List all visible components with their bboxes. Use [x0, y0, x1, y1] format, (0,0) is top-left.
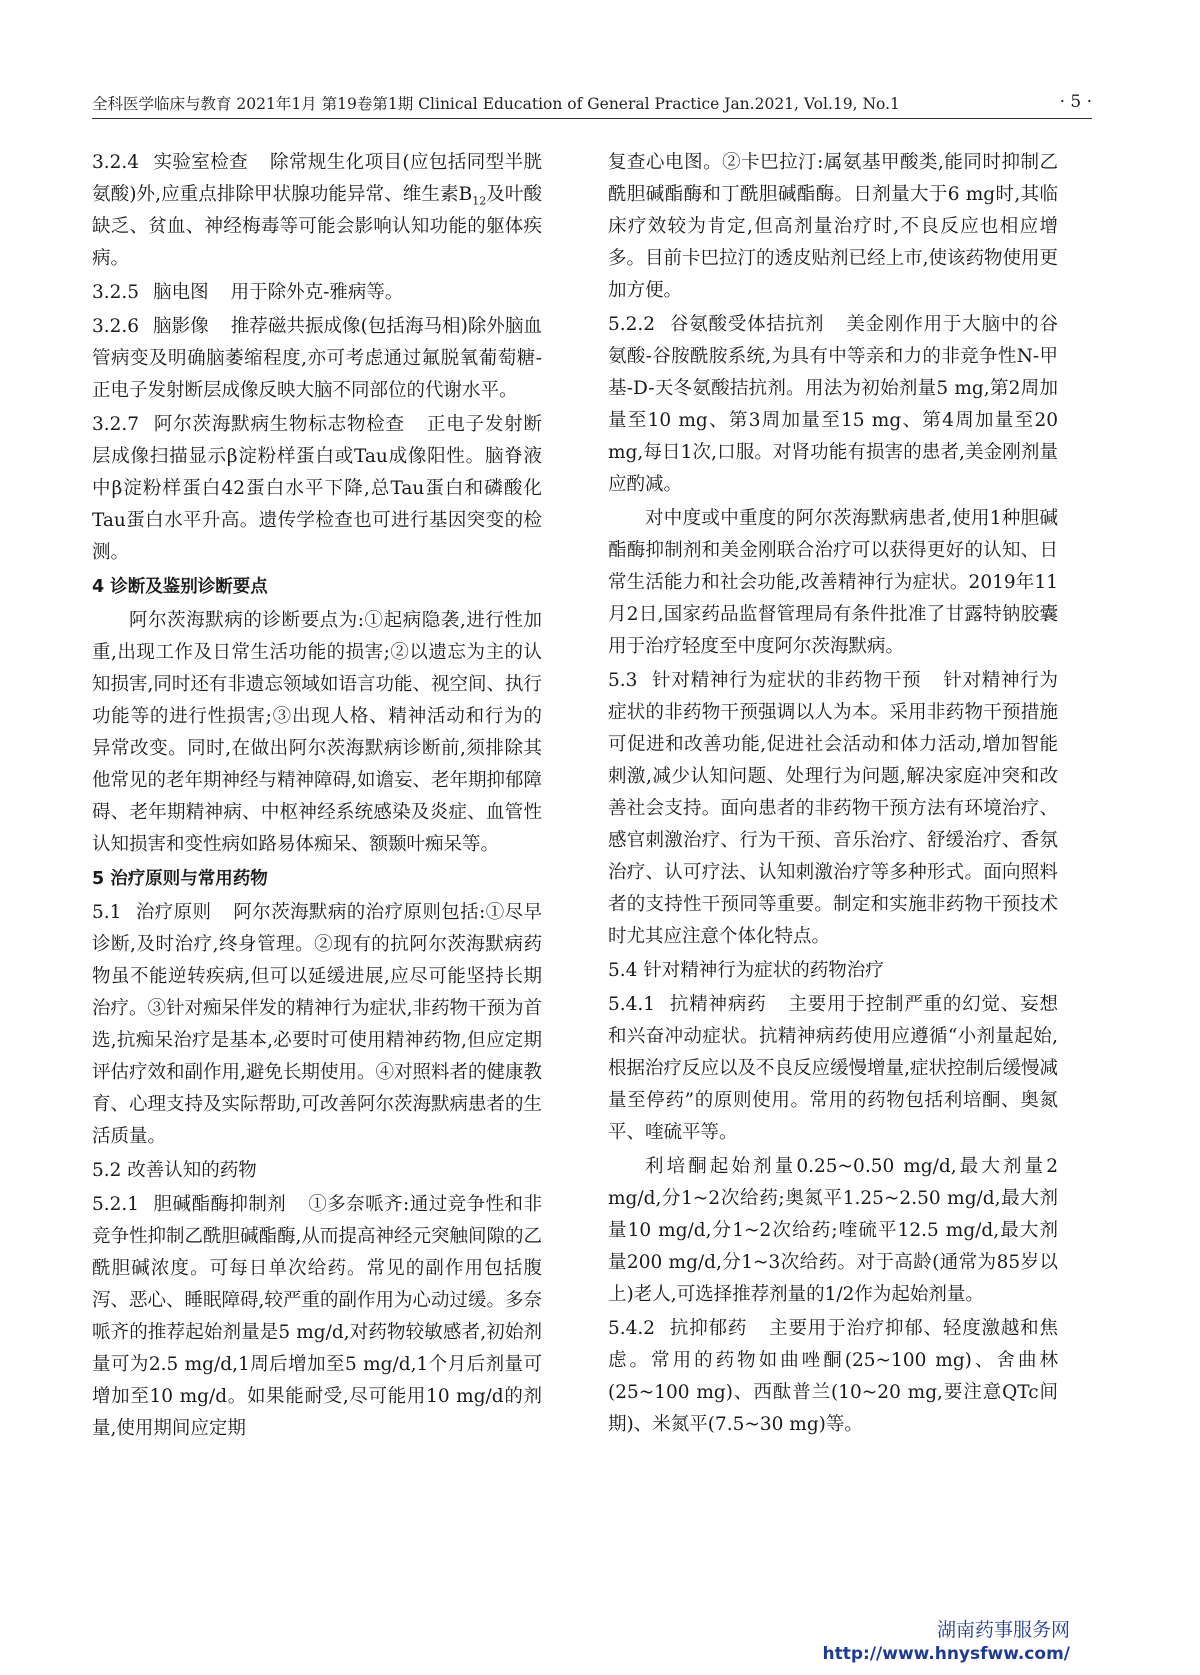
- section-title: 抗精神病药: [669, 994, 767, 1015]
- section-title: 实验室检查: [153, 152, 249, 173]
- section-heading-5: 5 治疗原则与常用药物: [92, 869, 268, 889]
- section-number: 5.2.2: [608, 314, 656, 335]
- para-3-2-5: 3.2.5 脑电图 用于除外克-雅病等。: [92, 282, 404, 303]
- section-title: 脑电图: [153, 282, 209, 303]
- right-column: [608, 147, 1058, 1443]
- para-5-4-heading: 5.4 针对精神行为症状的药物治疗: [608, 960, 884, 981]
- section-number: 5.3: [608, 670, 638, 691]
- section-number: 5.2.1: [92, 1194, 140, 1215]
- journal-info: 全科医学临床与教育 2021年1月 第19卷第1期 Clinical Education of General Practice Jan.2021, Vol.19, No.1: [92, 95, 900, 113]
- header-rule: [92, 118, 1092, 119]
- section-title: 胆碱酯酶抑制剂: [153, 1194, 287, 1215]
- section-title: 阿尔茨海默病生物标志物检查: [153, 414, 405, 435]
- para-5-2-2: 5.2.2 谷氨酸受体拮抗剂 美金刚作用于大脑中的谷氨酸-谷胺酰胺系统,为具有中等亲和力的非竞争性N-甲基-D-天冬氨酸拮抗剂。用法为初始剂量5 mg,第2周加量至10 mg、第3周加量至15 mg、第4周加量至20 mg,每日1次,口服。对肾功能有损害的患者,美金刚剂量应酌减。: [608, 314, 1058, 495]
- section-number: 3.2.4: [92, 152, 140, 173]
- para-dosage: 利培酮起始剂量0.25~0.50 mg/d,最大剂量2 mg/d,分1~2次给药;奥氮平1.25~2.50 mg/d,最大剂量10 mg/d,分1~2次给药;喹硫平12.5 mg/d,最大剂量200 mg/d,分1~3次给药。对于高龄(通常为85岁以上)老人,可选择推荐剂量的1/2作为起始剂量。: [608, 1156, 1058, 1305]
- section-number: 3.2.7: [92, 414, 140, 435]
- watermark-footer: [780, 1615, 1070, 1664]
- para-5-3: 5.3 针对精神行为症状的非药物干预 针对精神行为症状的非药物干预强调以人为本。采用非药物干预措施可促进和改善功能,促进社会活动和体力活动,增加智能刺激,减少认知问题、处理行为问题,解决家庭冲突和改善社会支持。面向患者的非药物干预方法有环境治疗、感官刺激治疗、行为干预、音乐治疗、舒缓治疗、香氛治疗、认可疗法、认知刺激治疗等多种形式。面向照料者的支持性干预同等重要。制定和实施非药物干预技术时尤其应注意个体化特点。: [608, 670, 1058, 947]
- section-number: 5.4.2: [608, 1318, 656, 1339]
- section-title: 脑影像: [153, 316, 209, 337]
- section-number: 3.2.5: [92, 282, 140, 303]
- para-3-2-4: 3.2.4 实验室检查 除常规生化项目(应包括同型半胱氨酸)外,应重点排除甲状腺功能异常、维生素$B_{12}$及叶酸缺乏、贫血、神经梅毒等可能会影响认知功能的躯体疾病。: [92, 152, 542, 269]
- para-3-2-7: 3.2.7 阿尔茨海默病生物标志物检查 正电子发射断层成像扫描显示β淀粉样蛋白或Tau成像阳性。脑脊液中β淀粉样蛋白42蛋白水平下降,总Tau蛋白和磷酸化Tau蛋白水平升高。遗传学检查也可进行基因突变的检测。: [92, 414, 542, 563]
- para-5-2-heading: 5.2 改善认知的药物: [92, 1160, 257, 1181]
- section-title: 抗抑郁药: [669, 1318, 748, 1339]
- site-url[interactable]: http://www.hnysfww.com/: [822, 1644, 1070, 1664]
- section-number: 5.4.1: [608, 994, 656, 1015]
- para-3-2-6: 3.2.6 脑影像 推荐磁共振成像(包括海马相)除外脑血管病变及明确脑萎缩程度,亦可考虑通过氟脱氧葡萄糖-正电子发射断层成像反映大脑不同部位的代谢水平。: [92, 316, 542, 401]
- para-5-2-1: 5.2.1 胆碱酯酶抑制剂 ①多奈哌齐:通过竞争性和非竞争性抑制乙酰胆碱酯酶,从而提高神经元突触间隙的乙酰胆碱浓度。可每日单次给药。常见的副作用包括腹泻、恶心、睡眠障碍,较严重的副作用为心动过缓。多奈哌齐的推荐起始剂量是5 mg/d,对药物较敏感者,初始剂量可为2.5 mg/d,1周后增加至5 mg/d,1个月后剂量可增加至10 mg/d。如果能耐受,尽可能用10 mg/d的剂量,使用期间应定期: [92, 1194, 542, 1439]
- running-header: [92, 88, 1092, 122]
- para-5-4-1: 5.4.1 抗精神病药 主要用于控制严重的幻觉、妄想和兴奋冲动症状。抗精神病药使用应遵循“小剂量起始,根据治疗反应以及不良反应缓慢增量,症状控制后缓慢减量至停药”的原则使用。常用的药物包括利培酮、奥氮平、喹硫平等。: [608, 994, 1058, 1143]
- section-title: 针对精神行为症状的非药物干预: [651, 670, 922, 691]
- page-number: · 5 ·: [1059, 92, 1092, 112]
- section-number: 5.1: [92, 902, 122, 923]
- section-title: 谷氨酸受体拮抗剂: [669, 314, 825, 335]
- para-5-1: 5.1 治疗原则 阿尔茨海默病的治疗原则包括:①尽早诊断,及时治疗,终身管理。②现有的抗阿尔茨海默病药物虽不能逆转疾病,但可以延缓进展,应尽可能坚持长期治疗。③针对痴呆伴发的精神行为症状,非药物干预为首选,抗痴呆治疗是基本,必要时可使用精神药物,但应定期评估疗效和副作用,避免长期使用。④对照料者的健康教育、心理支持及实际帮助,可改善阿尔茨海默病患者的生活质量。: [92, 902, 542, 1147]
- para-5-4-2: 5.4.2 抗抑郁药 主要用于治疗抑郁、轻度激越和焦虑。常用的药物如曲唑酮(25~100 mg)、舍曲林(25~100 mg)、西酞普兰(10~20 mg,要注意QTc间期)、米氮平(7.5~30 mg)等。: [608, 1318, 1058, 1435]
- left-column: [92, 147, 542, 1447]
- site-name: 湖南药事服务网: [936, 1619, 1070, 1641]
- para-diagnosis: 阿尔茨海默病的诊断要点为:①起病隐袭,进行性加重,出现工作及日常生活功能的损害;②以遗忘为主的认知损害,同时还有非遗忘领域如语言功能、视空间、执行功能等的进行性损害;③出现人格、精神活动和行为的异常改变。同时,在做出阿尔茨海默病诊断前,须排除其他常见的老年期神经与精神障碍,如谵妄、老年期抑郁障碍、老年期精神病、中枢神经系统感染及炎症、血管性认知损害和变性病如路易体痴呆、额颞叶痴呆等。: [92, 610, 542, 855]
- section-title: 治疗原则: [135, 902, 212, 923]
- para-combination: 对中度或中重度的阿尔茨海默病患者,使用1种胆碱酯酶抑制剂和美金刚联合治疗可以获得更好的认知、日常生活能力和社会功能,改善精神行为症状。2019年11月2日,国家药品监督管理局有条件批准了甘露特钠胶囊用于治疗轻度至中度阿尔茨海默病。: [608, 508, 1058, 657]
- section-heading-4: 4 诊断及鉴别诊断要点: [92, 577, 268, 597]
- section-number: 3.2.6: [92, 316, 140, 337]
- para-continued: 复查心电图。②卡巴拉汀:属氨基甲酸类,能同时抑制乙酰胆碱酯酶和丁酰胆碱酯酶。日剂量大于6 mg时,其临床疗效较为肯定,但高剂量治疗时,不良反应也相应增多。目前卡巴拉汀的透皮贴剂已经上市,使该药物使用更加方便。: [608, 152, 1058, 301]
